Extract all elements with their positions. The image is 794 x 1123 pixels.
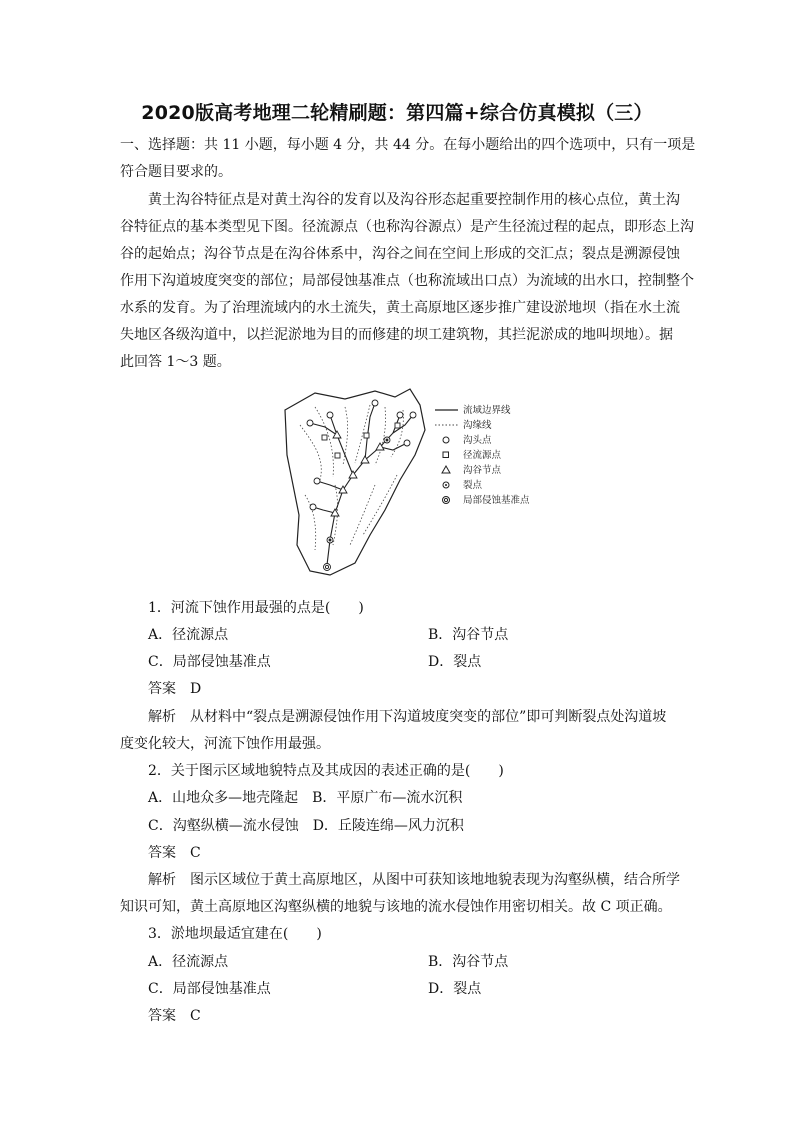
passage-line: 水系的发育。为了治理流域内的水土流失，黄土高原地区逐步推广建设淤地坝（指在水土流 xyxy=(120,300,680,316)
question-2-options-line: A．山地众多—地壳隆起 B．平原广布—流水沉积 xyxy=(148,790,463,806)
question-2-answer: 答案 C xyxy=(148,845,201,861)
legend-circle-icon xyxy=(443,437,449,443)
passage-line: 作用下沟道坡度突变的部位；局部侵蚀基准点（也称流域出口点）为流域的出水口，控制整个 xyxy=(120,273,694,289)
legend-label: 流域边界线 xyxy=(463,405,511,416)
question-1-stem: 1．河流下蚀作用最强的点是( ) xyxy=(148,600,364,616)
runoff-source-point xyxy=(335,453,340,458)
section-intro-line-2: 符合题目要求的。 xyxy=(120,164,232,180)
question-3-stem: 3．淤地坝最适宜建在( ) xyxy=(148,926,322,942)
passage-line: 黄土沟谷特征点是对黄土沟谷的发育以及沟谷形态起重要控制作用的核心点位，黄土沟 xyxy=(148,192,680,208)
gully-head-point xyxy=(310,504,316,510)
question-3-option-b: B．沟谷节点 xyxy=(428,954,509,970)
legend-square-icon xyxy=(443,452,449,458)
question-1-answer: 答案 D xyxy=(148,681,202,697)
diagram-legend xyxy=(435,404,530,506)
legend-dot-circle-icon xyxy=(443,482,449,488)
question-2-analysis-line: 知识可知，黄土高原地区沟壑纵横的地貌与该地的流水侵蚀作用密切相关。故 C 项正确。 xyxy=(120,899,672,915)
diagram-svg xyxy=(275,385,550,585)
legend-label: 裂点 xyxy=(463,480,483,491)
question-2-options-line: C．沟壑纵横—流水侵蚀 D．丘陵连绵—风力沉积 xyxy=(148,818,464,834)
question-3-option-d: D．裂点 xyxy=(428,981,482,997)
runoff-source-point xyxy=(322,435,327,440)
question-1-analysis-line: 度变化较大，河流下蚀作用最强。 xyxy=(120,736,330,752)
gully-node-point xyxy=(333,431,341,438)
runoff-source-point xyxy=(364,433,369,438)
section-intro-line-1: 一、选择题：共 11 小题，每小题 4 分，共 44 分。在每小题给出的四个选项中，只有一项是 xyxy=(120,137,696,153)
legend-label: 沟缘线 xyxy=(463,420,492,431)
legend-label: 沟谷节点 xyxy=(463,465,502,476)
passage-line: 谷特征点的基本类型见下图。径流源点（也称沟谷源点）是产生径流过程的起点，即形态上沟 xyxy=(120,219,694,235)
question-3-option-c: C．局部侵蚀基准点 xyxy=(148,981,271,997)
question-1-option-b: B．沟谷节点 xyxy=(428,627,509,643)
question-1-option-c: C．局部侵蚀基准点 xyxy=(148,654,271,670)
watershed-boundary xyxy=(285,389,425,575)
feature-points xyxy=(307,400,416,571)
question-1-analysis-line: 解析 从材料中“裂点是溯源侵蚀作用下沟道坡度突变的部位”即可判断裂点处沟道坡 xyxy=(148,709,667,725)
gully-head-point xyxy=(327,412,333,418)
legend-label: 局部侵蚀基准点 xyxy=(463,495,530,506)
knickpoint-dot xyxy=(386,439,388,441)
question-3-option-a: A．径流源点 xyxy=(148,954,229,970)
legend-double-circle-icon xyxy=(443,497,450,504)
gully-head-point xyxy=(410,412,416,418)
gully-head-point xyxy=(314,478,320,484)
page-title: 2020版高考地理二轮精刷题：第四篇+综合仿真模拟（三） xyxy=(141,102,653,124)
question-3-answer: 答案 C xyxy=(148,1008,201,1024)
question-1-option-d: D．裂点 xyxy=(428,654,482,670)
passage-line: 失地区各级沟道中，以拦泥淤地为目的而修建的坝工建筑物，其拦泥淤成的地叫坝地）。据 xyxy=(120,327,673,343)
question-1-option-a: A．径流源点 xyxy=(148,627,229,643)
question-2-analysis-line: 解析 图示区域位于黄土高原地区，从图中可获知该地地貌表现为沟壑纵横，结合所学 xyxy=(148,872,680,888)
gully-head-point xyxy=(404,440,410,446)
gully-head-point xyxy=(397,412,403,418)
passage-line: 谷的起始点；沟谷节点是在沟谷体系中，沟谷之间在空间上形成的交汇点；裂点是溯源侵蚀 xyxy=(120,246,680,262)
legend-triangle-icon xyxy=(442,466,450,473)
runoff-source-point xyxy=(395,423,400,428)
legend-label: 径流源点 xyxy=(463,450,502,461)
question-2-stem: 2．关于图示区域地貌特点及其成因的表述正确的是( ) xyxy=(148,763,504,779)
gully-head-point xyxy=(372,400,378,406)
gully-feature-diagram xyxy=(275,385,550,585)
gully-head-point xyxy=(307,420,313,426)
passage-line: 此回答 1～3 题。 xyxy=(120,354,231,370)
knickpoint-dot xyxy=(329,539,331,541)
local-erosion-base-inner xyxy=(325,565,328,568)
legend-label: 沟头点 xyxy=(463,435,492,446)
